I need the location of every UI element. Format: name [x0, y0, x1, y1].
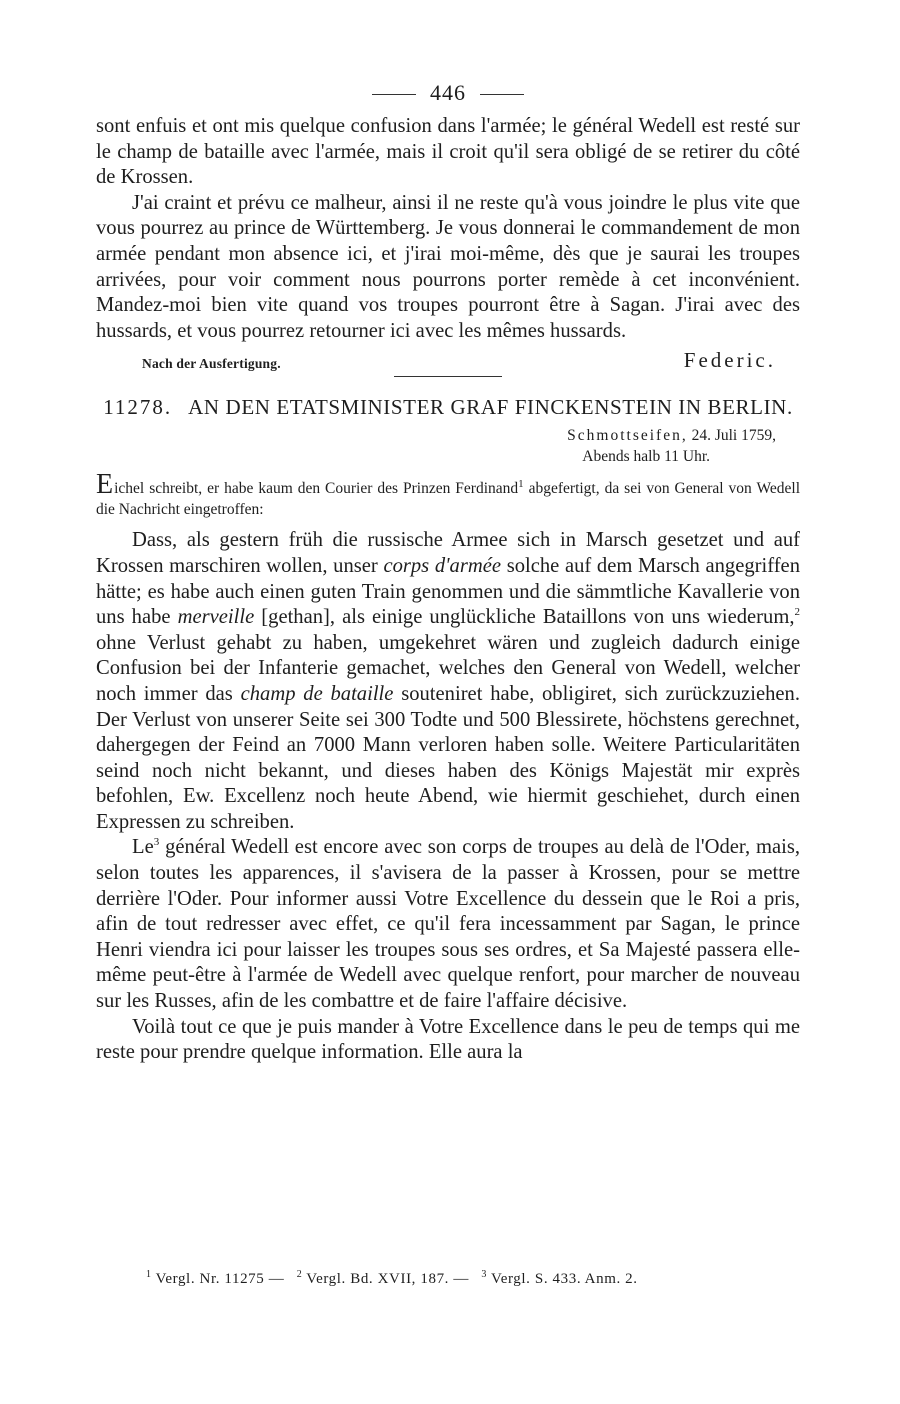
footnotes [146, 1269, 646, 1288]
signature: Federic. [683, 348, 776, 373]
book-page [96, 80, 800, 1066]
footnote-mark-1: 1 [146, 1269, 152, 1280]
report-italic-1: corps d'armée [383, 554, 502, 577]
french-paragraph-1 [96, 835, 800, 1014]
french-lead: Le [132, 836, 154, 859]
footnote-1 [146, 1271, 288, 1287]
dateline-time: Abends halb 11 Uhr. [582, 448, 710, 466]
page-header [96, 80, 800, 106]
dateline-place: Schmottseifen, [567, 427, 688, 445]
report-text-5: souteniret habe, obligiret, sich zurückzuziehen. Der Verlust von unserer Seite sei 300 Todte und 500 Blessirete, höchstens gerechnet, dahergegen der Feind an 7000 Mann verloren haben solle. Weitere Particularitäten seind noch nicht bekannt, und dieses haben des Königs Majestät mir exprès befohlen, Ew. Excellenz noch heute Abend, wie hiermit geschiehet, durch einen Expressen zu schreiben. [96, 682, 801, 833]
editor-note-dropcap: E [96, 469, 114, 501]
report-text-3: [gethan], als einige unglückliche Bataillons von uns wiederum, [254, 606, 795, 629]
footnote-3 [481, 1271, 641, 1287]
footnote-text-2: Vergl. Bd. XVII, 187. — [306, 1271, 469, 1287]
footnote-text-1: Vergl. Nr. 11275 — [155, 1271, 285, 1287]
footnote-ref-1[interactable]: 1 [518, 478, 524, 491]
footnote-ref-3[interactable]: 3 [153, 836, 160, 849]
report-italic-2: merveille [177, 606, 255, 629]
footnote-text-3: Vergl. S. 433. Anm. 2. [490, 1271, 638, 1287]
header-dash-left [372, 94, 416, 95]
continuation-paragraph: sont enfuis et ont mis quelque confusion dans l'armée; le général Wedell est resté sur le champ de bataille avec l'armée, mais il croit qu'il sera obligé de se retirer du côté de Krossen. [96, 115, 800, 189]
report-paragraph [96, 528, 800, 835]
footnote-ref-2[interactable]: 2 [794, 606, 801, 619]
source-line [96, 348, 800, 374]
section-divider [394, 376, 502, 377]
footnote-mark-3: 3 [481, 1269, 487, 1280]
editor-note-text-2: abgefertigt, da sei von General von Wedell die Nachricht eingetroffen: [96, 480, 800, 519]
document-number: 11278. [103, 395, 173, 420]
header-dash-right [480, 94, 524, 95]
french-text-1: général Wedell est encore avec son corps de troupes au delà de l'Oder, mais, selon toutes les apparences, il s'avisera de la passer à Krossen, pour se mettre derrière l'Oder. Pour informer aussi Votre Excellence du dessein que le Roi a pris, afin de tout redresser avec effet, ce qu'il fera incessamment par Sagan, le prince Henri viendra ici pour laisser les troupes sous ses ordres, et Sa Majesté passera elle-même peut-être à l'armée de Wedell avec quelque renfort, pour marcher de nouveau sur les Russes, afin de les combattre et de faire l'affaire décisive. [96, 836, 800, 1013]
dateline [96, 425, 800, 467]
document-title: AN DEN ETATSMINISTER GRAF FINCKENSTEIN IN BERLIN. [188, 395, 793, 420]
source-note: Nach der Ausfertigung. [142, 356, 281, 372]
french-paragraph-2: Voilà tout ce que je puis mander à Votre Excellence dans le peu de temps qui me reste pour prendre quelque information. Elle aura la [96, 1015, 800, 1064]
letter-paragraph: J'ai craint et prévu ce malheur, ainsi il ne reste qu'à vous joindre le plus vite que vous pourrez au prince de Württemberg. Je vous donnerai le commandement de mon armée pendant mon absence ici, et j'irai moi-même, dès que je saurai les troupes arrivées, pour voir comment nous pourrons porter remède à cet inconvénient. Mandez-moi bien vite quand vos troupes pourront être à Sagan. J'irai avec des hussards, et vous pourrez retourner ici avec les mêmes hussards. [96, 191, 800, 342]
dateline-date: 24. Juli 1759, [691, 427, 776, 445]
report-italic-3: champ de bataille [240, 682, 394, 705]
footnote-mark-2: 2 [296, 1269, 303, 1280]
footnote-2 [297, 1271, 473, 1287]
report-text-4: ohne Verlust gehabt zu haben, umgekehret wären und zugleich dadurch einige Confusion bei der Infanterie gemachet, welches den General von Wedell, welcher noch immer das [96, 631, 800, 705]
page-number: 446 [430, 80, 466, 105]
report-text-2: solche auf dem Marsch angegriffen hätte; es habe auch einen guten Train genommen und die sämmtliche Kavallerie von uns habe [96, 554, 800, 629]
report-text-1: Dass, als gestern früh die russische Armee sich in Marsch gesetzet und auf Krossen marschiren wollen, unser [96, 529, 800, 577]
document-heading [96, 395, 800, 420]
editor-note [96, 469, 800, 520]
editor-note-text-1: ichel schreibt, er habe kaum den Courier des Prinzen Ferdinand [114, 480, 519, 498]
